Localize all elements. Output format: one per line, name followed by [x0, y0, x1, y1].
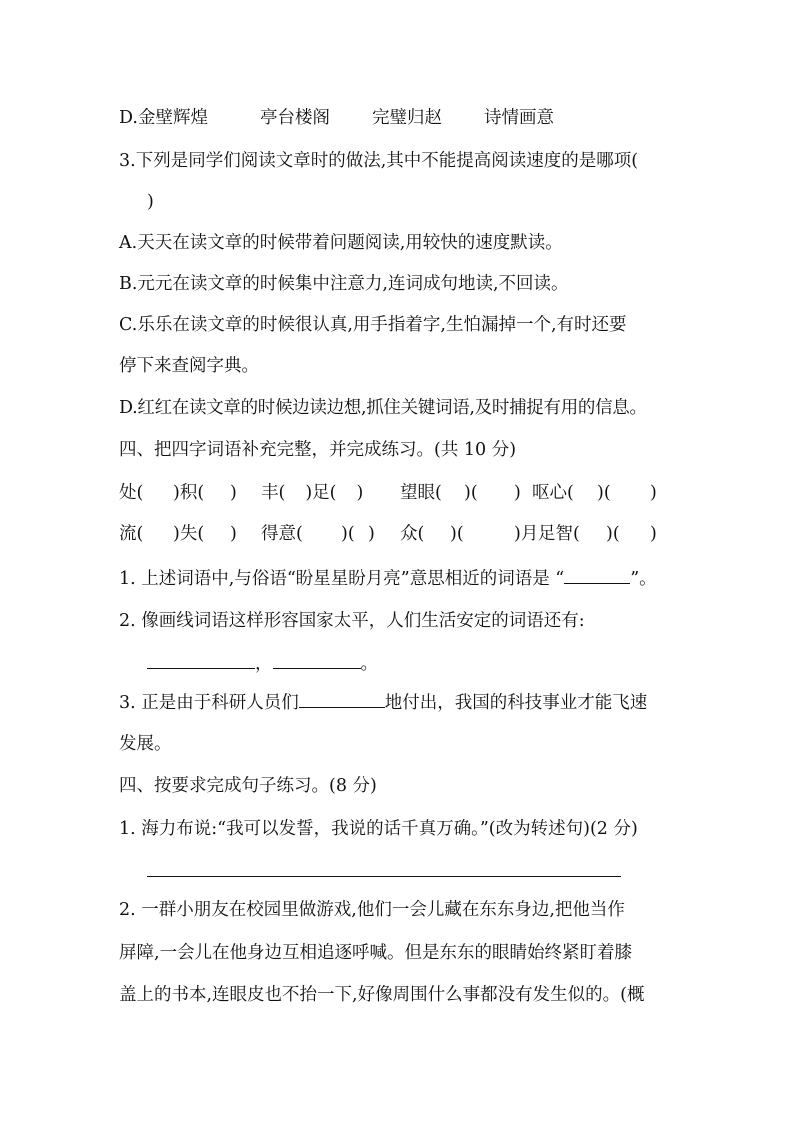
word-4: 诗情画意: [484, 108, 554, 128]
answer-blank[interactable]: [147, 651, 255, 669]
word-part: 处(: [119, 483, 144, 503]
sec5-q2-line-3: 盖上的书本,连眼皮也不抬一下,好像周围什么事都没有发生似的。(概: [119, 985, 645, 1005]
word-1: 金壁辉煌: [137, 108, 208, 128]
answer-blank[interactable]: [299, 690, 385, 708]
word-part: 望眼(: [400, 483, 442, 503]
q3-option-d: D.红红在读文章的时候边读边想,抓住关键词语,及时捕捉有用的信息。: [119, 398, 647, 418]
word-part: 足智(: [538, 524, 580, 544]
word-part: )月: [514, 524, 539, 544]
sec4-q2-answers: ， 。: [147, 651, 378, 676]
word-part: )(: [606, 524, 620, 544]
word-part: )(: [464, 483, 478, 503]
word-part: 众(: [400, 524, 425, 544]
word-part: ): [368, 524, 375, 544]
q3-option-b: B.元元在读文章的时候集中注意力,连词成句地读,不回读。: [119, 274, 569, 294]
answer-blank[interactable]: [273, 651, 361, 669]
q3-option-a: A.天天在读文章的时候带着问题阅读,用较快的速度默读。: [119, 233, 563, 253]
sec5-q2-line-2: 屏障,一会儿在他身边互相追逐呼喊。但是东东的眼睛始终紧盯着膝: [119, 943, 633, 963]
section-5-title: 四、按要求完成句子练习。(8 分): [119, 776, 377, 796]
sec4-q1: 1. 上述词语中,与俗语“盼星星盼月亮”意思相近的词语是 “ ”。: [119, 566, 657, 591]
q3-option-c: C.乐乐在读文章的时候很认真,用手指着字,生怕漏掉一个,有时还要: [119, 315, 627, 335]
word-part: )(: [597, 483, 611, 503]
word-part: ): [650, 483, 657, 503]
word-part: )(: [450, 524, 464, 544]
underlined-word-part: 丰( )足( ): [261, 483, 364, 503]
sec4-q2: 2. 像画线词语这样形容国家太平，人们生活安定的词语还有:: [119, 611, 585, 631]
sec5-q1: 1. 海力布说:“我可以发誓，我说的话千真万确。”(改为转述句)(2 分): [119, 819, 638, 839]
sec4-q3-cont: 发展。: [119, 734, 172, 754]
sec5-q2-line-1: 2. 一群小朋友在校园里做游戏,他们一会儿藏在东东身边,把他当作: [119, 900, 625, 920]
word-3: 完璧归赵: [372, 108, 442, 128]
word-part: 得意(: [261, 524, 303, 544]
answer-blank[interactable]: [564, 566, 630, 584]
word-part: 呕心(: [532, 483, 574, 503]
word-part: 流(: [119, 524, 144, 544]
section-4-title: 四、把四字词语补充完整，并完成练习。(共 10 分): [119, 440, 517, 460]
answer-line[interactable]: [147, 876, 621, 877]
sec4-q3: 3. 正是由于科研人员们 地付出，我国的科技事业才能飞速: [119, 690, 647, 715]
word-part: )积(: [173, 483, 205, 503]
word-2: 亭台楼阁: [260, 108, 330, 128]
word-part: )失(: [173, 524, 205, 544]
q3-option-c-cont: 停下来查阅字典。: [119, 356, 259, 376]
word-part: ): [230, 524, 237, 544]
q3-stem: 3.下列是同学们阅读文章时的做法,其中不能提高阅读速度的是哪项(: [119, 151, 639, 171]
word-part: ): [514, 483, 521, 503]
option-prefix: D.: [119, 108, 138, 128]
word-part: ): [650, 524, 657, 544]
q3-answer-close: ): [147, 192, 154, 212]
word-part: )(: [341, 524, 355, 544]
word-part: ): [230, 483, 237, 503]
q2-option-d: [119, 106, 554, 130]
